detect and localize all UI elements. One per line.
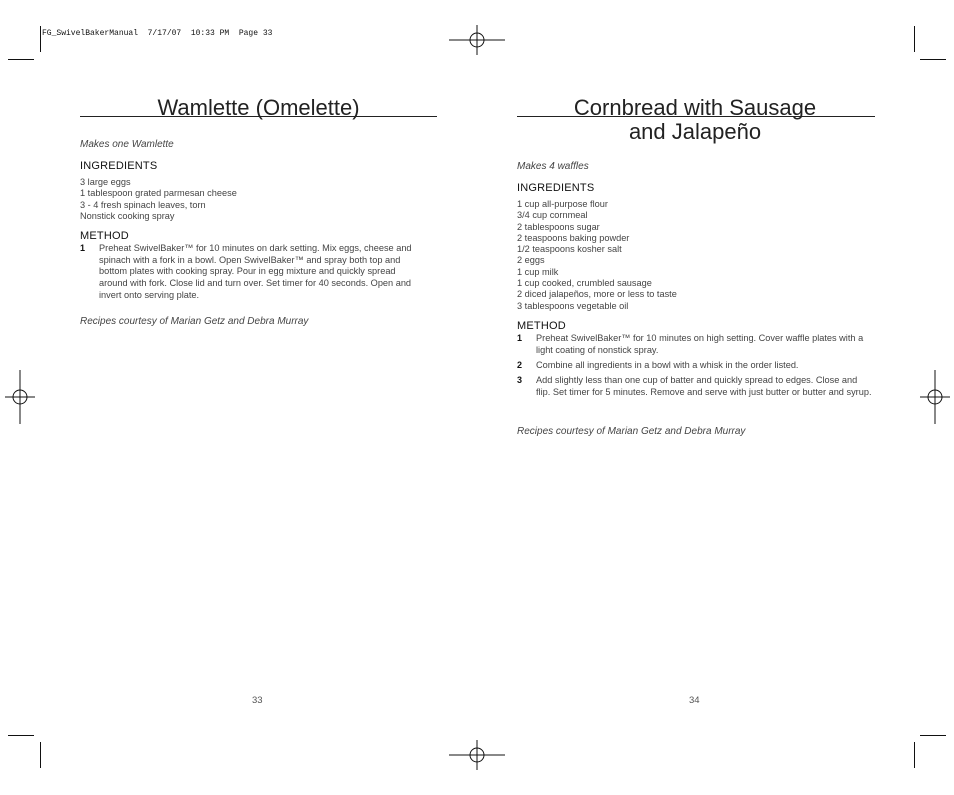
method-step <box>517 360 873 372</box>
list-item: 3 - 4 fresh spinach leaves, torn <box>80 199 206 210</box>
ingredients-heading: INGREDIENTS <box>517 182 595 194</box>
ingredients-list <box>80 177 420 222</box>
list-item: 1 tablespoon grated parmesan cheese <box>80 188 237 199</box>
step-text: Combine all ingredients in a bowl with a whisk in the order listed. <box>536 359 799 370</box>
page-title <box>517 96 873 144</box>
recipe-credit: Recipes courtesy of Marian Getz and Debra Murray <box>80 316 309 327</box>
method-steps <box>517 333 873 402</box>
list-item: 3 large eggs <box>80 177 131 187</box>
step-number: 1 <box>80 243 86 253</box>
list-item: 1/2 teaspoons kosher salt <box>517 244 622 255</box>
step-number: 1 <box>517 333 523 343</box>
right-page <box>477 0 954 795</box>
step-number: 3 <box>517 375 523 386</box>
step-number: 2 <box>517 359 523 370</box>
recipe-credit: Recipes courtesy of Marian Getz and Debra Murray <box>517 426 746 437</box>
list-item: 2 eggs <box>517 255 545 266</box>
list-item: 3 tablespoons vegetable oil <box>517 300 629 311</box>
page-number: 34 <box>689 695 700 706</box>
step-text: Preheat SwivelBaker™ for 10 minutes on dark setting. Mix eggs, cheese and spinach with a fork in a bowl. Open SwivelBaker™ and spray both top and bottom plates with cooking spray. Pour in egg mixture and quickly spread around with fork. Close lid and turn over. Set timer for 40 seconds. Open and invert onto serving plate. <box>99 243 412 300</box>
ingredients-heading: INGREDIENTS <box>80 160 158 172</box>
method-step <box>517 375 873 398</box>
page-title: Wamlette (Omelette) <box>157 95 360 120</box>
list-item: 1 cup all-purpose flour <box>517 199 608 209</box>
method-heading: METHOD <box>517 320 566 332</box>
step-text: Preheat SwivelBaker™ for 10 minutes on high setting. Cover waffle plates with a light coating of nonstick spray. <box>536 333 864 355</box>
list-item: 1 cup milk <box>517 266 559 277</box>
ingredients-list <box>517 199 857 312</box>
recipe-yield: Makes one Wamlette <box>80 139 174 150</box>
method-steps <box>80 243 426 305</box>
page-number: 33 <box>252 695 263 706</box>
method-step <box>517 333 873 356</box>
list-item: Nonstick cooking spray <box>80 210 175 221</box>
page-title-line-1: Cornbread with Sausage <box>573 95 817 120</box>
method-step <box>80 243 426 302</box>
list-item: 2 tablespoons sugar <box>517 221 600 232</box>
page-title-line-2: and Jalapeño <box>628 119 762 144</box>
list-item: 2 diced jalapeños, more or less to taste <box>517 289 677 300</box>
print-slug: FG_SwivelBakerManual 7/17/07 10:33 PM Page 33 <box>42 29 273 38</box>
recipe-yield: Makes 4 waffles <box>517 161 589 172</box>
list-item: 1 cup cooked, crumbled sausage <box>517 278 652 289</box>
list-item: 3/4 cup cornmeal <box>517 210 588 221</box>
method-heading: METHOD <box>80 230 129 242</box>
step-text: Add slightly less than one cup of batter and quickly spread to edges. Close and flip. Set timer for 5 minutes. Remove and serve with just butter or butter and syrup. <box>536 375 872 397</box>
list-item: 2 teaspoons baking powder <box>517 232 630 243</box>
